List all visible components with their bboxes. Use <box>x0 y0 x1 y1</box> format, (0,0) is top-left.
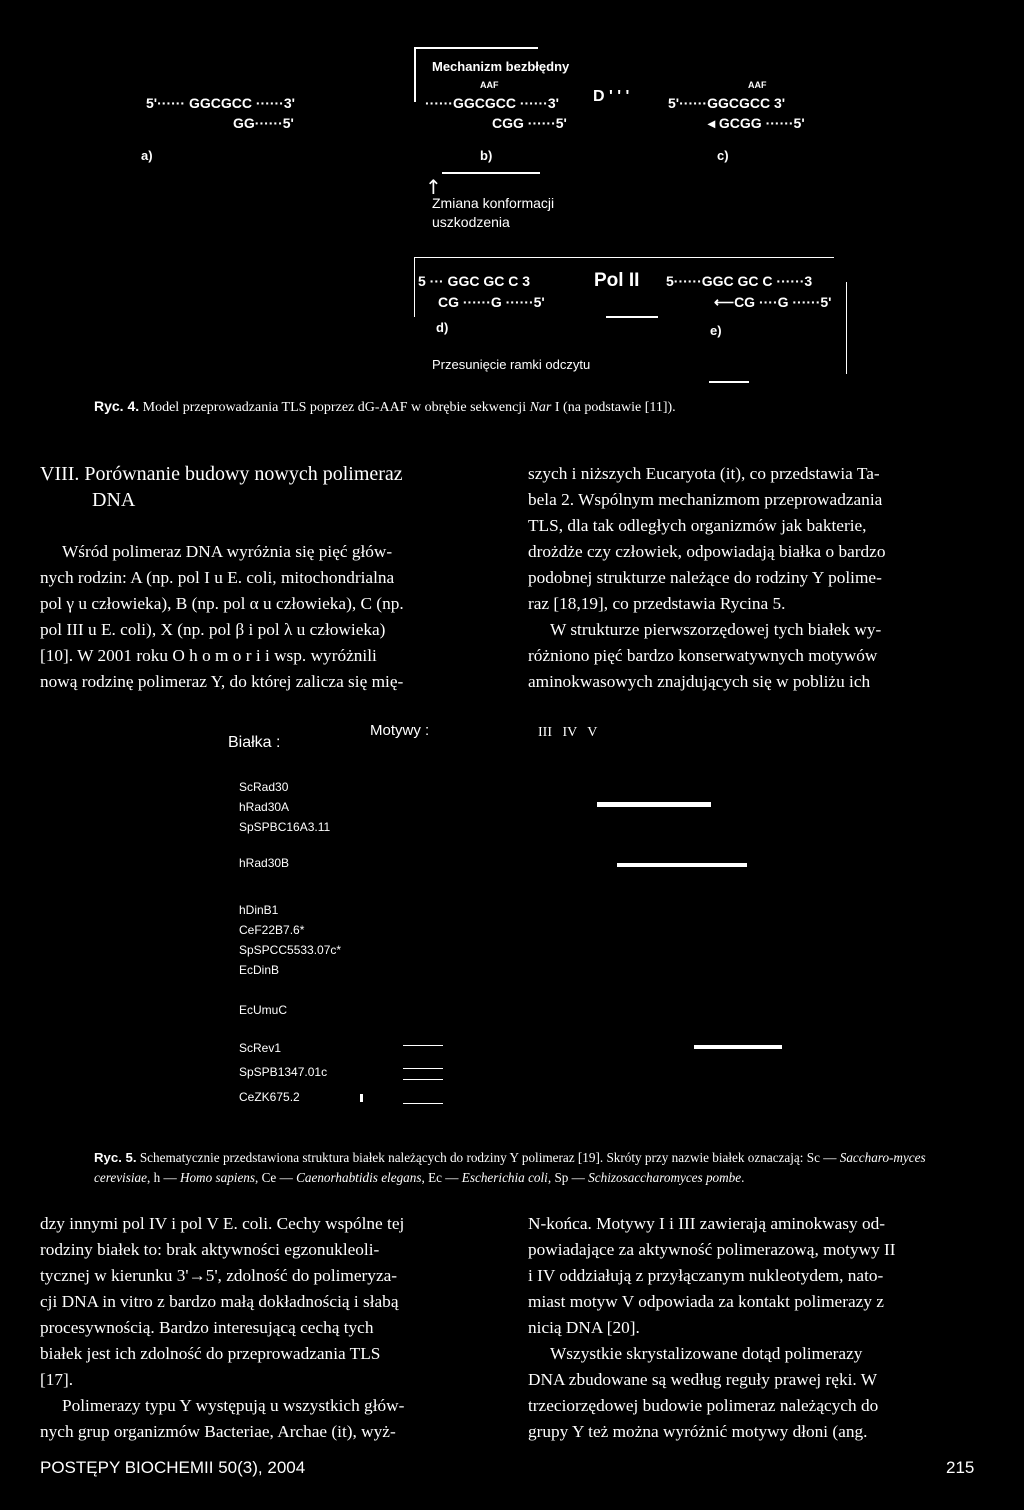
figure-5-caption <box>94 1148 940 1188</box>
left-column-top <box>40 461 490 695</box>
left-column-bottom <box>40 1211 490 1445</box>
motif-bar <box>403 1068 443 1069</box>
right-bottom-line: DNA zbudowane są według reguły prawej ręki. W <box>528 1370 878 1389</box>
motif-bar <box>403 1045 443 1046</box>
right-column-bottom <box>528 1211 980 1445</box>
caption-4-italic: Nar <box>529 400 552 415</box>
caption-5-end: . <box>741 1170 745 1185</box>
seq-d-bottom: CG ······G ······5' <box>438 294 545 310</box>
caption-5-sep: , h — <box>146 1170 180 1185</box>
left-top-line: [10]. W 2001 roku O h o m o r i i wsp. wyróżnili <box>40 646 377 665</box>
seq-b-bottom: CGG ······5' <box>492 115 567 131</box>
protein-name: hDinB1 <box>239 903 279 917</box>
lower-box-left-line <box>414 257 415 317</box>
caption-4-label: Ryc. 4. <box>94 398 140 414</box>
lower-box-top-line <box>414 257 834 258</box>
motif-bar <box>617 863 747 867</box>
left-bottom-line: [17]. <box>40 1370 74 1389</box>
right-top-line: aminokwasowych znajdujących się w pobliżu ich <box>528 672 871 691</box>
right-top-line: bela 2. Wspólnym mechanizmom przeprowadzania <box>528 490 883 509</box>
right-bottom-line: i IV oddziałują z przyłączanym nukleotydem, nato- <box>528 1266 884 1285</box>
right-top-line: podobnej strukturze należące do rodziny Y polime- <box>528 568 882 587</box>
page-number: 215 <box>946 1458 975 1477</box>
protein-name: hRad30A <box>239 800 290 814</box>
caption-5-ce: Caenorhabtidis elegans <box>296 1170 422 1185</box>
left-bottom-line: procesywnością. Bardzo interesującą cechą tych <box>40 1318 374 1337</box>
right-top-line: TLS, dla tak odległych organizmów jak bakterie, <box>528 516 867 535</box>
right-top-line: różniono pięć bardzo konserwatywnych motywów <box>528 646 878 665</box>
caption-5-sp: Schizosaccharomyces pombe <box>588 1170 742 1185</box>
box-left-line <box>414 47 416 102</box>
left-bottom-line: Polimerazy typu Y występują u wszystkich głów- <box>62 1396 405 1415</box>
caption-5-h: Homo sapiens <box>179 1170 256 1185</box>
left-top-line: pol III u E. coli), X (np. pol β i pol λ u człowieka) <box>40 620 386 639</box>
left-bottom-line: rodziny białek to: brak aktywności egzonukleoli- <box>40 1240 380 1259</box>
motif-numbers: III IV V <box>538 725 598 740</box>
protein-name: EcUmuC <box>239 1003 288 1017</box>
caption-5-sep: , Ec — <box>421 1170 462 1185</box>
caption-5-sc: Saccharo-myces cerevisiae <box>94 1150 926 1185</box>
right-top-line: raz [18,19], co przedstawia Rycina 5. <box>528 594 786 613</box>
right-column-top <box>528 461 980 695</box>
box-top-line <box>414 47 538 49</box>
seq-c-top: 5'······GGCGCC 3' <box>668 95 786 111</box>
caption-5-label: Ryc. 5. <box>94 1150 137 1165</box>
up-arrow-icon: ↑ <box>425 175 442 199</box>
left-bottom-line: dzy innymi pol IV i pol V E. coli. Cechy wspólne tej <box>40 1214 405 1233</box>
section-heading-line2: DNA <box>92 489 136 511</box>
left-top-line: Wśród polimeraz DNA wyróżnia się pięć głów- <box>62 542 393 561</box>
label-d: d) <box>436 320 449 335</box>
pol-ii-label: Pol II <box>594 270 640 291</box>
left-bottom-line: białek jest ich zdolność do przeprowadzania TLS <box>40 1344 381 1363</box>
left-top-line: nych rodzin: A (np. pol I u E. coli, mitochondrialna <box>40 568 395 587</box>
conformation-label: Zmiana konformacji uszkodzenia <box>432 195 555 230</box>
pol-ii-line <box>606 316 658 318</box>
mechanism-label: Mechanizm bezbłędny <box>432 59 570 74</box>
proteins-header: Białka : <box>228 734 281 751</box>
seq-a-top: 5'······ GGCGCC ······3' <box>146 95 295 111</box>
section-heading-line1: VIII. Porównanie budowy nowych polimeraz <box>40 463 403 485</box>
right-bottom-line: powiadające za aktywność polimerazową, motywy II <box>528 1240 896 1259</box>
motif-bar <box>403 1079 443 1080</box>
protein-name: SpSPB1347.01c <box>239 1065 328 1079</box>
protein-name: EcDinB <box>239 963 280 977</box>
seq-e-bottom: ⟵CG ····G ······5' <box>714 294 832 310</box>
seq-d-top: 5 ··· GGC GC C 3 <box>418 273 531 289</box>
right-bottom-line: trzeciorzędowej budowie polimeraz należących do <box>528 1396 879 1415</box>
protein-name: CeZK675.2 <box>239 1090 300 1104</box>
right-bottom-line: grupy Y też można wyróżnić motywy dłoni (ang. <box>528 1422 868 1441</box>
protein-name: SpSPCC5533.07c* <box>239 943 342 957</box>
caption-5-text: Schematycznie przedstawiona struktura białek należących do rodziny Y polimeraz [19]. Skróty przy nazwie białek oznaczają: Sc — <box>136 1150 840 1165</box>
protein-name: ScRad30 <box>239 780 289 794</box>
separator-line <box>442 172 540 174</box>
motif-bar <box>360 1094 363 1102</box>
seq-c-bottom: ◂ GCGG ······5' <box>708 115 805 131</box>
left-bottom-line: tycznej w kierunku 3'→5', zdolność do polimeryza- <box>40 1266 398 1285</box>
caption-5-sep: , Sp — <box>547 1170 589 1185</box>
protein-name: ScRev1 <box>239 1041 282 1055</box>
left-top-line: pol γ u człowieka), B (np. pol α u człowieka), C (np. <box>40 594 404 613</box>
right-bottom-line: miast motyw V odpowiada za kontakt polimerazy z <box>528 1292 884 1311</box>
protein-name: SpSPBC16A3.11 <box>239 820 331 834</box>
label-c: c) <box>717 148 729 163</box>
motifs-label: Motywy : <box>370 722 430 739</box>
seq-a-bottom: GG······5' <box>233 115 294 131</box>
motif-bar <box>694 1045 782 1049</box>
seq-b-top: ······GGCGCC ······3' <box>425 95 559 111</box>
label-a: a) <box>141 148 153 163</box>
right-bottom-line: N-końca. Motywy I i III zawierają aminokwasy od- <box>528 1214 886 1233</box>
protein-name: hRad30B <box>239 856 290 870</box>
label-b: b) <box>480 148 493 163</box>
right-top-line: drożdże czy człowiek, odpowiadają białka o bardzo <box>528 542 886 561</box>
right-top-line: szych i niższych Eucaryota (it), co przedstawia Ta- <box>528 464 880 483</box>
protein-name: CeF22B7.6* <box>239 923 305 937</box>
right-top-line: W strukturze pierwszorzędowej tych białek wy- <box>550 620 882 639</box>
aaf-c: AAF <box>748 80 767 90</box>
caption-5-sep: , Ce — <box>255 1170 297 1185</box>
right-bottom-line: Wszystkie skrystalizowane dotąd polimerazy <box>550 1344 863 1363</box>
e-base-line <box>709 381 749 383</box>
left-bottom-line: nych grup organizmów Bacteriae, Archae (it), wyż- <box>40 1422 396 1441</box>
right-bottom-line: nicią DNA [20]. <box>528 1318 640 1337</box>
frameshift-label: Przesunięcie ramki odczytu <box>432 357 591 372</box>
aaf-b: AAF <box>480 80 499 90</box>
figure-4-caption <box>94 398 676 416</box>
caption-4-text-2: I (na podstawie [11]). <box>551 400 676 415</box>
left-top-line: nową rodzinę polimeraz Y, do której zalicza się mię- <box>40 672 404 691</box>
lower-box-right-line <box>846 282 847 374</box>
left-bottom-line: cji DNA in vitro z bardzo małą dokładnością i słabą <box>40 1292 399 1311</box>
caption-5-ec: Escherichia coli <box>461 1170 548 1185</box>
caption-4-text-1: Model przeprowadzania TLS poprzez dG-AAF w obrębie sekwencji <box>139 400 530 415</box>
journal-footer: POSTĘPY BIOCHEMII 50(3), 2004 <box>40 1458 306 1477</box>
seq-e-top: 5······GGC GC C ······3 <box>666 273 813 289</box>
motif-bar <box>403 1103 443 1104</box>
partial-label: D ' ' ' <box>593 88 630 105</box>
motif-bar <box>597 802 711 807</box>
label-e: e) <box>710 323 722 338</box>
